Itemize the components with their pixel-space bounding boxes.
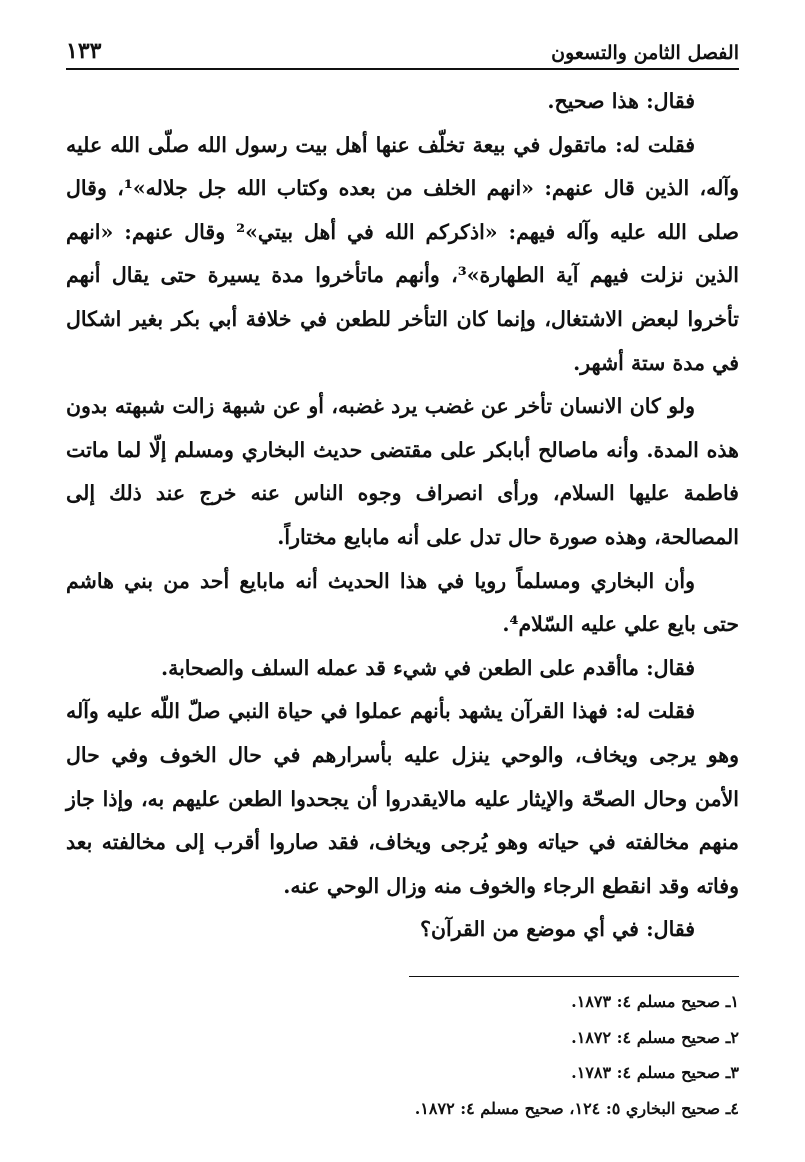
paragraph: ولو كان الانسان تأخر عن غضب يرد غضبه، أو عن شبهة زالت شبهته بدون هذه المدة. وأنه ماصالح أبابكر على مقتضى حديث البخاري ومسلم إلّا لما ماتت فاطمة عليها السلام، ورأى انصراف وجوه الناس عنه خرج عند ذلك إلى المصالحة، وهذه صورة حال تدل على أنه مابايع مختاراً. — [66, 394, 739, 549]
header-rule — [66, 68, 739, 70]
body-text — [66, 80, 739, 952]
page-header — [66, 24, 739, 64]
footnote: ٤ـ صحيح البخاري ٥: ١٢٤، صحيح مسلم ٤: ١٨٧٢. — [414, 1098, 739, 1118]
paragraph: فقال: ماأقدم على الطعن في شيء قد عمله السلف والصحابة. — [160, 655, 695, 680]
paragraph: فقال: في أي موضع من القرآن؟ — [420, 917, 695, 942]
footnote: ١ـ صحيح مسلم ٤: ١٨٧٣. — [571, 992, 739, 1011]
paragraph: وأن البخاري ومسلماً رويا في هذا الحديث أنه مابايع أحد من بني هاشم حتى بايع علي عليه السّلام⁴. — [66, 568, 739, 637]
paragraph: فقلت له: فهذا القرآن يشهد بأنهم عملوا في حياة النبي صلّ اللّه عليه وآله وهو يرجى ويخاف، والوحي ينزل عليه بأسرارهم في حال الخوف وفي حال الأمن وحال الصحّة والإيثار عليه مالايقدروا أن يجحدوا الطعن عليهم به، وإذا جاز منهم مخالفته في حياته وهو يُرجى ويخاف، فقد صاروا أقرب إلى مخالفته بعد وفاته وقد انقطع الرجاء والخوف منه وزال الوحي عنه. — [66, 699, 739, 898]
footnote-separator — [409, 976, 739, 977]
paragraph: فقلت له: ماتقول في بيعة تخلّف عنها أهل بيت رسول الله صلّى الله عليه وآله، الذين قال عنهم: «انهم الخلف من بعده وكتاب الله جل جلاله»¹، وقال صلى الله عليه وآله فيهم: «اذكركم الله في أهل بيتي»² وقال عنهم: «انهم الذين نزلت فيهم آية الطهارة»³، وأنهم ماتأخروا مدة يسيرة حتى يقال أنهم تأخروا لبعض الاشتغال، وإنما كان التأخر للطعن في خلافة أبي بكر بغير اشكال في مدة ستة أشهر. — [66, 132, 739, 375]
page-number: ١٣٣ — [66, 38, 102, 64]
footnote: ٣ـ صحيح مسلم ٤: ١٧٨٣. — [571, 1063, 739, 1082]
paragraph: فقال: هذا صحيح. — [547, 89, 695, 113]
footnotes — [66, 984, 739, 1126]
running-title: الفصل الثامن والتسعون — [551, 42, 739, 64]
footnote: ٢ـ صحيح مسلم ٤: ١٨٧٢. — [571, 1027, 739, 1047]
